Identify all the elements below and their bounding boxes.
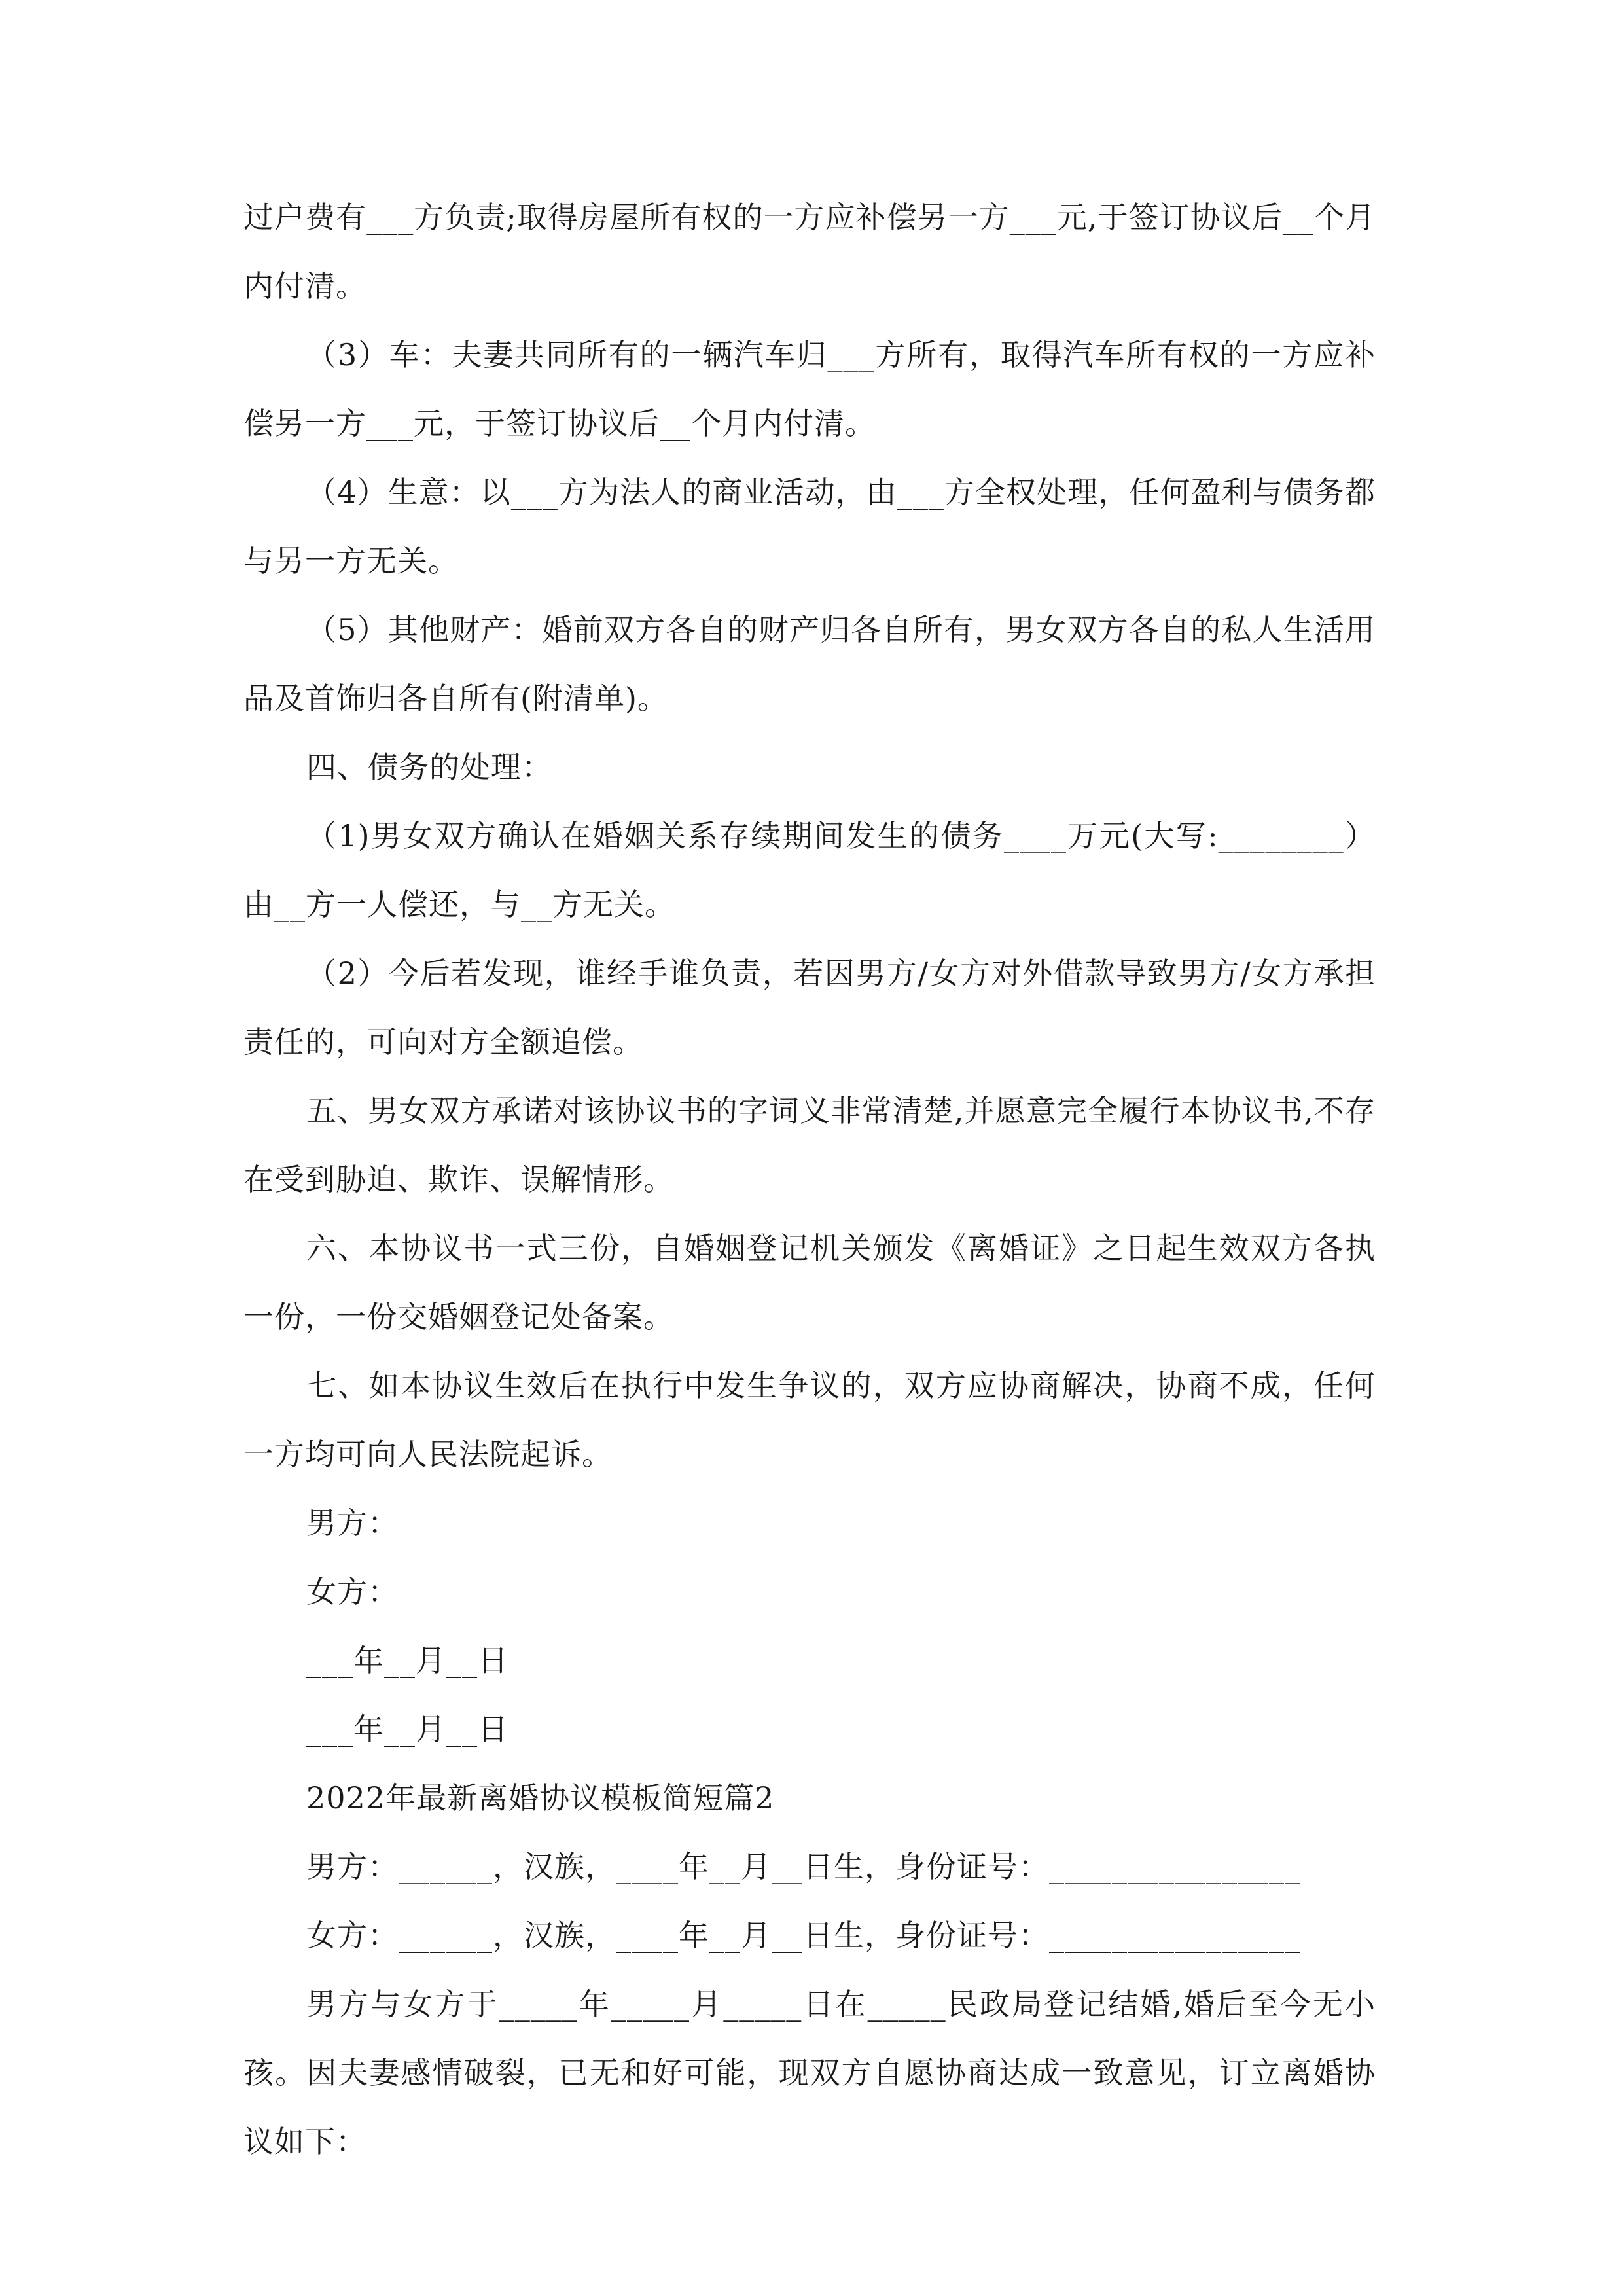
document-body (243, 183, 1376, 2176)
paragraph-clause-6: 六、本协议书一式三份，自婚姻登记机关颁发《离婚证》之日起生效双方各执一份，一份交婚姻登记处备案。 (243, 1230, 1376, 1335)
paragraph-clause-7: 七、如本协议生效后在执行中发生争议的，双方应协商解决，协商不成，任何一方均可向人民法院起诉。 (243, 1368, 1376, 1472)
heading-debt-handling: 四、债务的处理： (306, 749, 552, 785)
paragraph-house-fee: 过户费有___方负责;取得房屋所有权的一方应补偿另一方___元,于签订协议后__个月内付清。 (243, 200, 1376, 304)
paragraph-other-property: （5）其他财产：婚前双方各自的财产归各自所有，男女双方各自的私人生活用品及首饰归各自所有(附清单)。 (243, 612, 1376, 716)
paragraph-business: （4）生意：以___方为法人的商业活动，由___方全权处理，任何盈利与债务都与另一方无关。 (243, 475, 1376, 579)
section-title-template-2: 2022年最新离婚协议模板简短篇2 (306, 1780, 775, 1816)
paragraph-debt-1: （1)男女双方确认在婚姻关系存续期间发生的债务____万元(大写:________）由__方一人偿还，与__方无关。 (243, 818, 1376, 922)
signature-female: 女方： (306, 1574, 399, 1609)
paragraph-intro: 男方与女方于_____年_____月_____日在_____民政局登记结婚,婚后至今无小孩。因夫妻感情破裂，已无和好可能，现双方自愿协商达成一致意见，订立离婚协议如下： (243, 1986, 1376, 2159)
date-line-1: ___年__月__日 (306, 1643, 508, 1678)
paragraph-clause-5: 五、男女双方承诺对该协议书的字词义非常清楚,并愿意完全履行本协议书,不存在受到胁迫、欺诈、误解情形。 (243, 1093, 1376, 1197)
paragraph-debt-2: （2）今后若发现，谁经手谁负责，若因男方/女方对外借款导致男方/女方承担责任的，可向对方全额追偿。 (243, 956, 1376, 1060)
party-female-info: 女方：______，汉族，____年__月__日生，身份证号：________________ (306, 1918, 1300, 1953)
signature-male: 男方： (306, 1505, 399, 1541)
paragraph-car: （3）车：夫妻共同所有的一辆汽车归___方所有，取得汽车所有权的一方应补偿另一方___元，于签订协议后__个月内付清。 (243, 337, 1376, 441)
date-line-2: ___年__月__日 (306, 1712, 508, 1747)
party-male-info: 男方：______，汉族，____年__月__日生，身份证号：________________ (306, 1849, 1300, 1884)
